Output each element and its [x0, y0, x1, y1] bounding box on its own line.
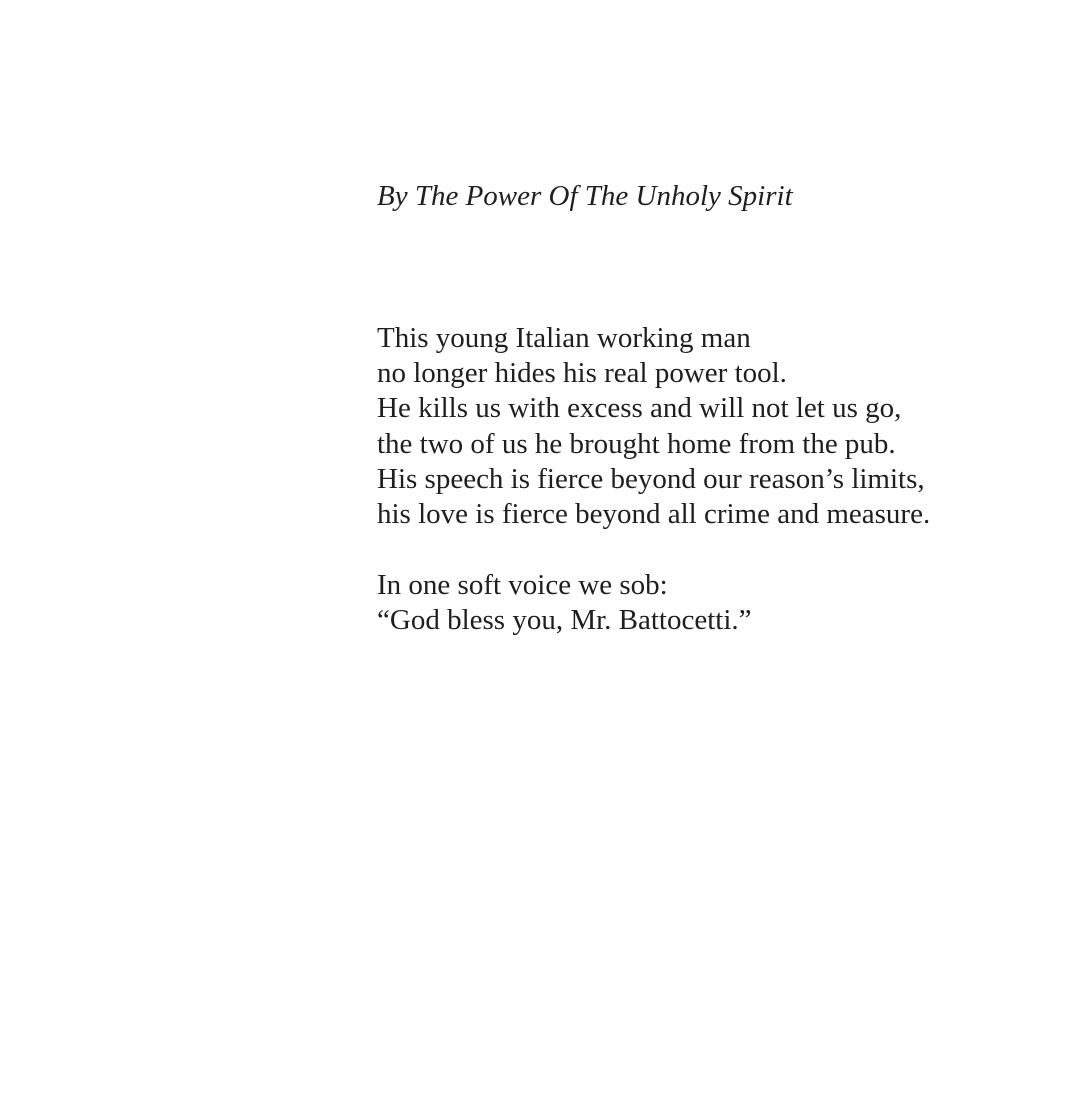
poem-line: his love is fierce beyond all crime and measure. [377, 498, 931, 531]
poem-line: His speech is fierce beyond our reason’s limits, [377, 462, 925, 495]
poem-line: He kills us with excess and will not let us go, [377, 392, 902, 425]
poem-line: “God bless you, Mr. Battocetti.” [377, 604, 752, 637]
poem-line: In one soft voice we sob: [377, 569, 668, 601]
poem-title: By The Power Of The Unholy Spirit [377, 180, 793, 212]
poem-line: the two of us he brought home from the pub. [377, 427, 896, 460]
poem-line: This young Italian working man [377, 322, 751, 354]
stanza-2 [377, 568, 752, 638]
poem-line: no longer hides his real power tool. [377, 357, 787, 390]
stanza-1 [377, 321, 930, 532]
